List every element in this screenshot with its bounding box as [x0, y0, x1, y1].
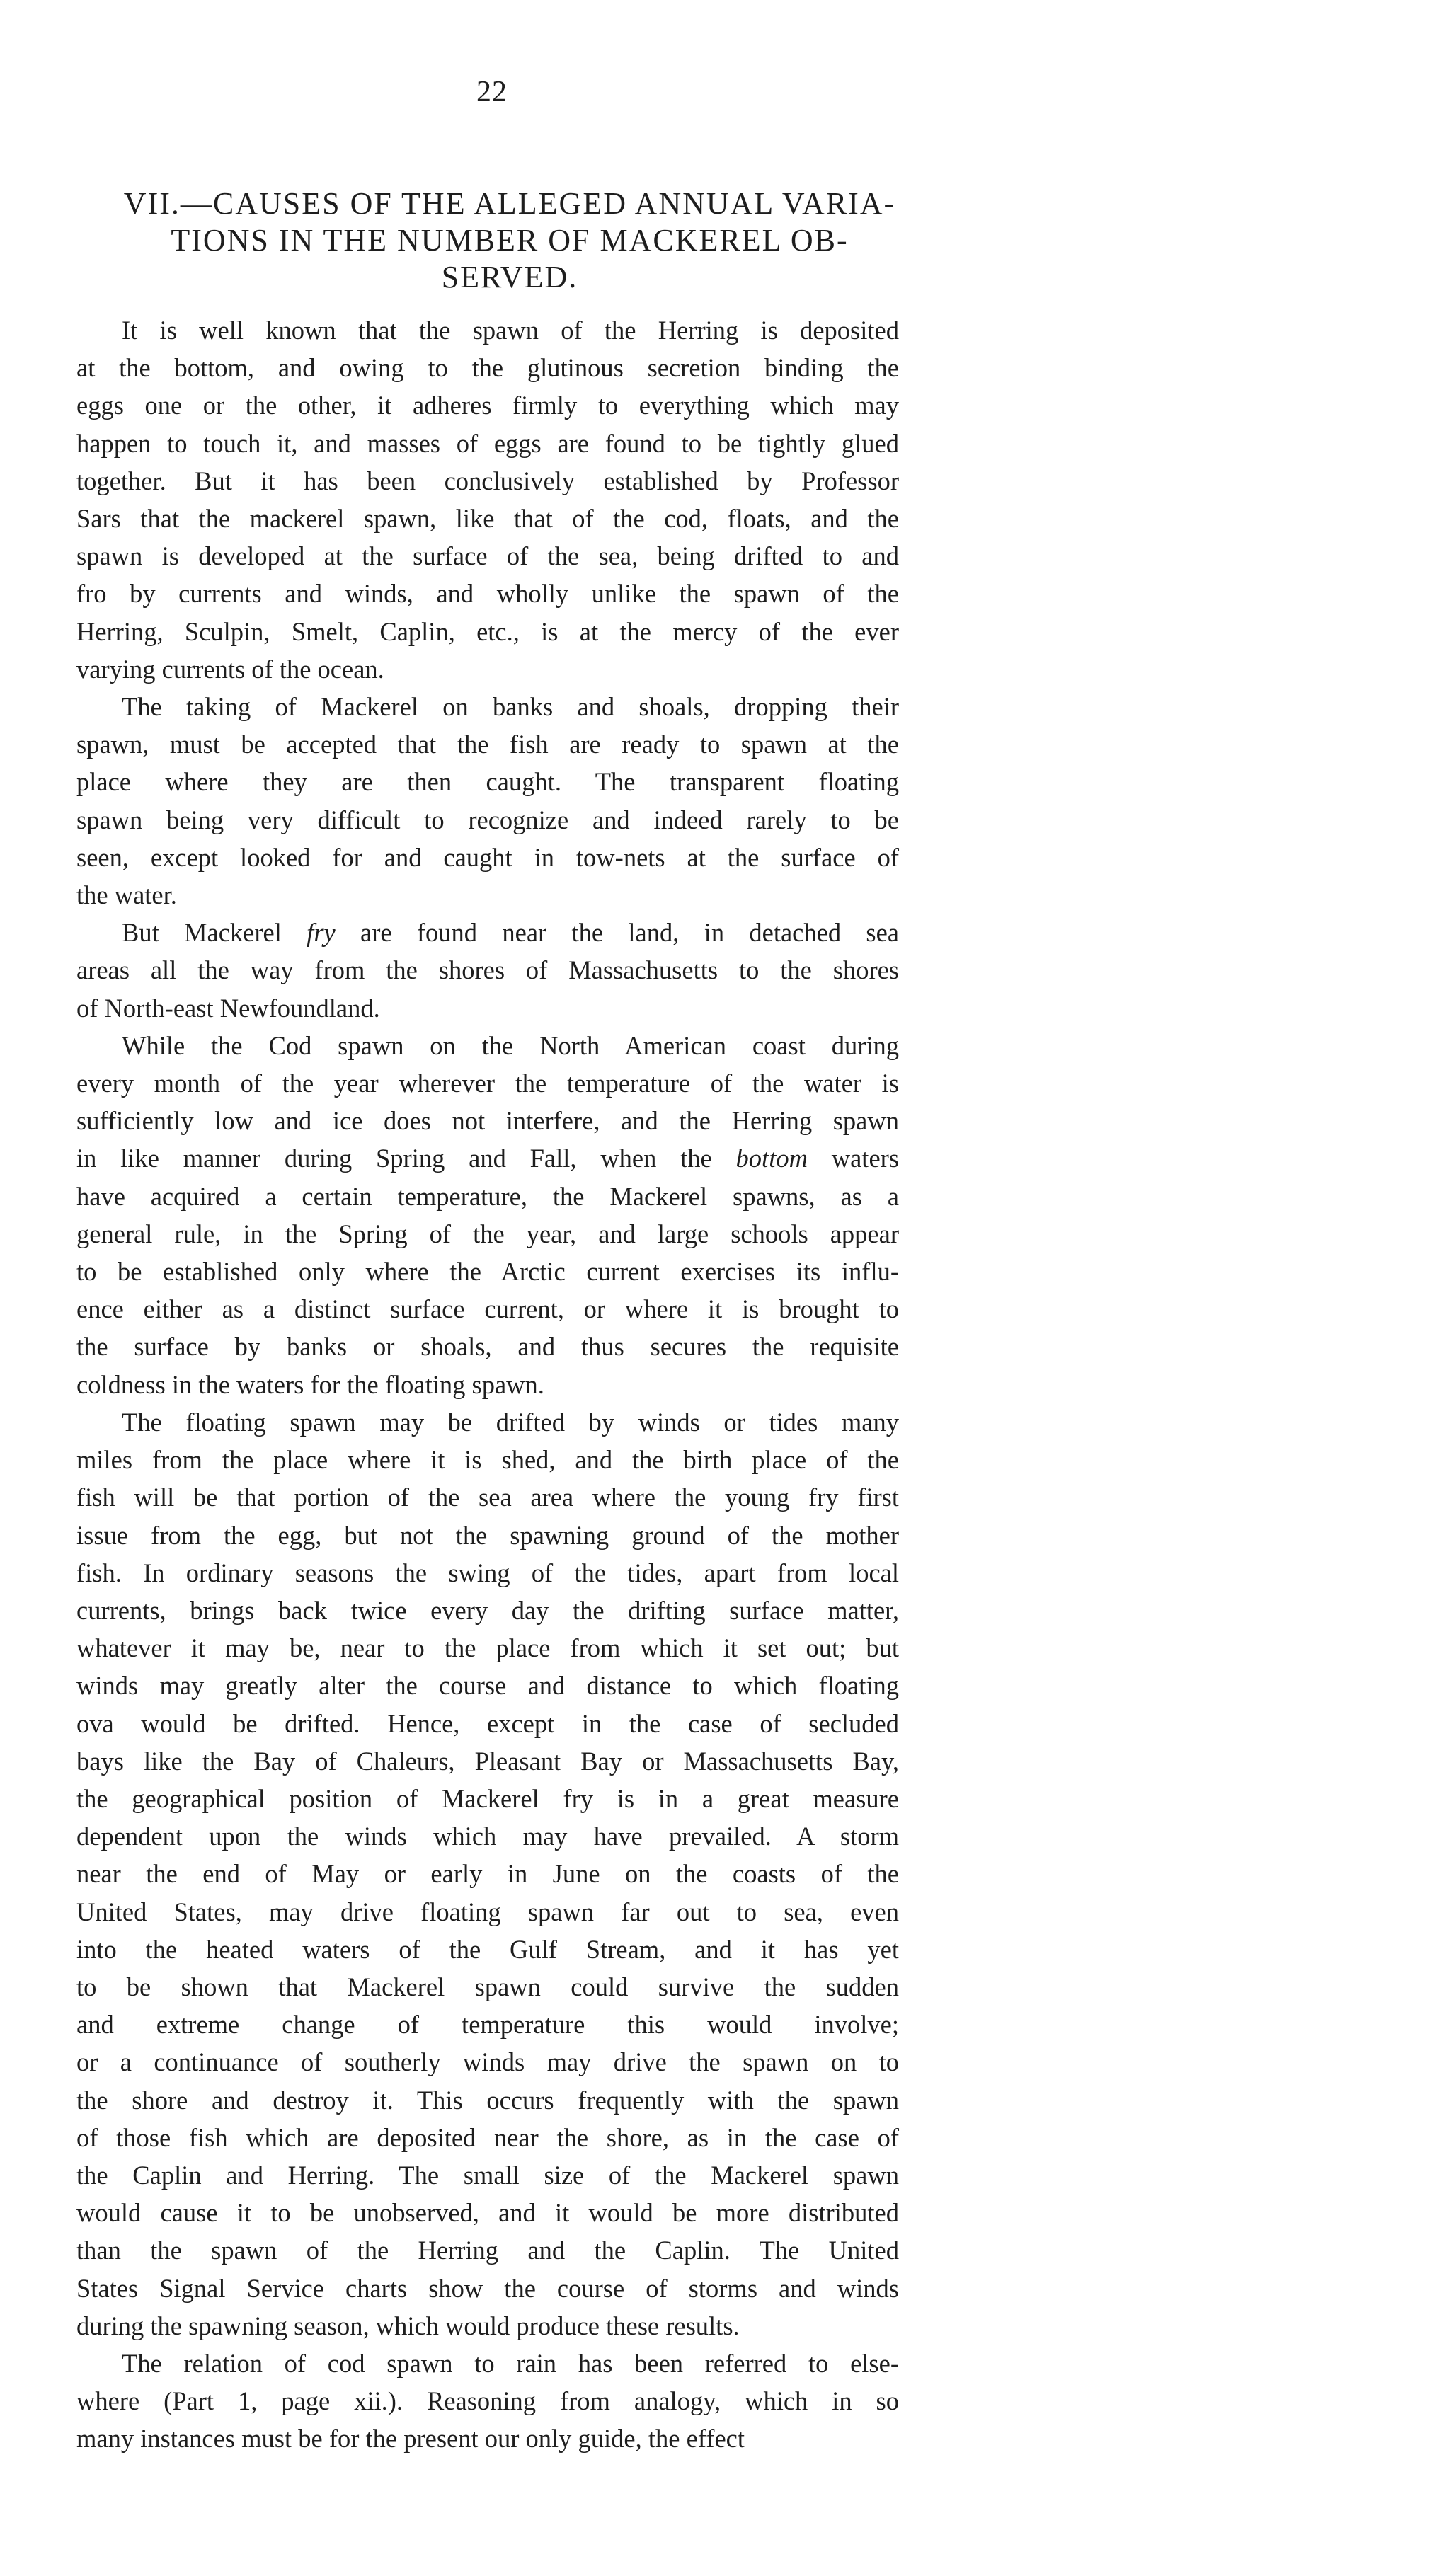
text-line: the geographical position of Mackerel fry is in a great measure: [76, 1783, 899, 1813]
text-line: States Signal Service charts show the course of storms and winds: [76, 2273, 899, 2303]
text-segment: have acquired a certain temperature, the Mackerel spawns, as a: [76, 1181, 899, 1211]
text-line: together. But it has been conclusively established by Professor: [76, 466, 899, 495]
text-line: currents, brings back twice every day the drifting surface matter,: [76, 1595, 899, 1625]
paragraph: [76, 1403, 899, 2345]
text-line: spawn being very difficult to recognize and indeed rarely to be: [76, 805, 899, 834]
text-segment: general rule, in the Spring of the year, and large schools appear: [76, 1219, 899, 1248]
text-segment: ence either as a distinct surface current, or where it is brought to: [76, 1294, 899, 1324]
text-line: United States, may drive floating spawn far out to sea, even: [76, 1897, 899, 1926]
text-line: [76, 951, 899, 989]
italic-word: bottom: [735, 1144, 808, 1173]
text-line: place where they are then caught. The transparent floating: [76, 767, 899, 797]
text-line: or a continuance of southerly winds may drive the spawn on to: [76, 2047, 899, 2077]
text-line: the Caplin and Herring. The small size of the Mackerel spawn: [76, 2160, 899, 2190]
text-segment: the surface by banks or shoals, and thus secures the requisite: [76, 1332, 899, 1362]
text-line: [76, 1253, 899, 1290]
paragraph: [76, 2345, 899, 2458]
text-line: spawn, must be accepted that the fish are ready to spawn at the: [76, 730, 899, 759]
text-segment: areas all the way from the shores of Massachusetts to the shores: [76, 955, 899, 985]
text-line: [76, 1290, 899, 1328]
text-line: than the spawn of the Herring and the Caplin. The United: [76, 2236, 899, 2265]
text-line: [76, 1139, 899, 1177]
text-line: the shore and destroy it. This occurs frequently with the spawn: [76, 2085, 899, 2115]
text-line: bays like the Bay of Chaleurs, Pleasant Bay or Massachusetts Bay,: [76, 1746, 899, 1776]
text-line: near the end of May or early in June on the coasts of the: [76, 1859, 899, 1889]
text-segment: to be established only where the Arctic current exercises its influ-: [76, 1257, 899, 1287]
text-line: It is well known that the spawn of the Herring is deposited: [122, 316, 899, 345]
text-line: [76, 1064, 899, 1102]
paragraph: [76, 1027, 899, 1403]
text-line: fish will be that portion of the sea area where the young fry first: [76, 1483, 899, 1512]
text-line: and extreme change of temperature this would involve;: [76, 2010, 899, 2040]
paragraph: [76, 688, 899, 914]
text-line: whatever it may be, near to the place from which it set out; but: [76, 1633, 899, 1663]
text-line: where (Part 1, page xii.). Reasoning from analogy, which in so: [76, 2386, 899, 2416]
text-line: into the heated waters of the Gulf Stream, and it has yet: [76, 1934, 899, 1964]
text-line: Sars that the mackerel spawn, like that of the cod, floats, and the: [76, 504, 899, 534]
text-line: [76, 1366, 899, 1403]
text-line: fro by currents and winds, and wholly unlike the spawn of the: [76, 579, 899, 609]
text-line: during the spawning season, which would produce these results.: [76, 2311, 740, 2340]
text-line: Herring, Sculpin, Smelt, Caplin, etc., is at the mercy of the ever: [76, 616, 899, 646]
italic-word: fry: [307, 918, 336, 948]
text-line: The relation of cod spawn to rain has been referred to else-: [122, 2348, 899, 2378]
heading-line: SERVED.: [441, 260, 578, 294]
text-segment: every month of the year wherever the temperature of the water is: [76, 1069, 899, 1098]
text-line: The taking of Mackerel on banks and shoals, dropping their: [122, 692, 899, 722]
text-line: dependent upon the winds which may have prevailed. A storm: [76, 1822, 899, 1851]
text-segment: in like manner during Spring and Fall, when the: [76, 1144, 736, 1173]
text-line: [76, 1215, 899, 1253]
text-line: many instances must be for the present our only guide, the effect: [76, 2424, 745, 2454]
text-segment: waters: [807, 1144, 899, 1173]
text-line: varying currents of the ocean.: [76, 654, 384, 684]
text-line: [76, 1328, 899, 1365]
text-segment: sufficiently low and ice does not interfere, and the Herring spawn: [76, 1106, 899, 1136]
text-segment: But Mackerel: [122, 918, 307, 948]
heading-line: VII.—CAUSES OF THE ALLEGED ANNUAL VARIA-: [123, 186, 896, 221]
text-line: seen, except looked for and caught in tow-nets at the surface of: [76, 842, 899, 872]
text-line: [76, 1102, 899, 1139]
text-segment: coldness in the waters for the floating spawn.: [76, 1369, 544, 1399]
text-line: eggs one or the other, it adheres firmly to everything which may: [76, 391, 899, 420]
paragraph: [76, 914, 899, 1027]
text-line: [76, 1027, 899, 1064]
text-segment: of North-east Newfoundland.: [76, 993, 380, 1023]
text-line: at the bottom, and owing to the glutinous secretion binding the: [76, 353, 899, 383]
text-line: ova would be drifted. Hence, except in the case of secluded: [76, 1708, 899, 1738]
page-number: 22: [476, 76, 508, 108]
section-heading: [106, 185, 913, 296]
text-line: the water.: [76, 880, 177, 910]
text-line: fish. In ordinary seasons the swing of the tides, apart from local: [76, 1558, 899, 1587]
text-line: would cause it to be unobserved, and it would be more distributed: [76, 2198, 899, 2228]
text-line: of those fish which are deposited near the shore, as in the case of: [76, 2122, 899, 2152]
text-line: [76, 914, 899, 951]
text-line: [76, 989, 899, 1027]
text-line: to be shown that Mackerel spawn could survive the sudden: [76, 1972, 899, 2001]
text-line: The floating spawn may be drifted by winds or tides many: [122, 1407, 899, 1437]
text-line: spawn is developed at the surface of the sea, being drifted to and: [76, 541, 899, 571]
text-segment: are found near the land, in detached sea: [335, 918, 899, 948]
text-line: winds may greatly alter the course and distance to which floating: [76, 1671, 899, 1701]
text-line: miles from the place where it is shed, and the birth place of the: [76, 1445, 899, 1475]
text-line: happen to touch it, and masses of eggs are found to be tightly glued: [76, 428, 899, 458]
paragraph: [76, 311, 899, 688]
text-segment: While the Cod spawn on the North American coast during: [122, 1030, 899, 1060]
body-text: [76, 311, 899, 2458]
heading-line: TIONS IN THE NUMBER OF MACKEREL OB-: [171, 223, 849, 258]
text-line: [76, 1178, 899, 1215]
text-line: issue from the egg, but not the spawning ground of the mother: [76, 1520, 899, 1550]
